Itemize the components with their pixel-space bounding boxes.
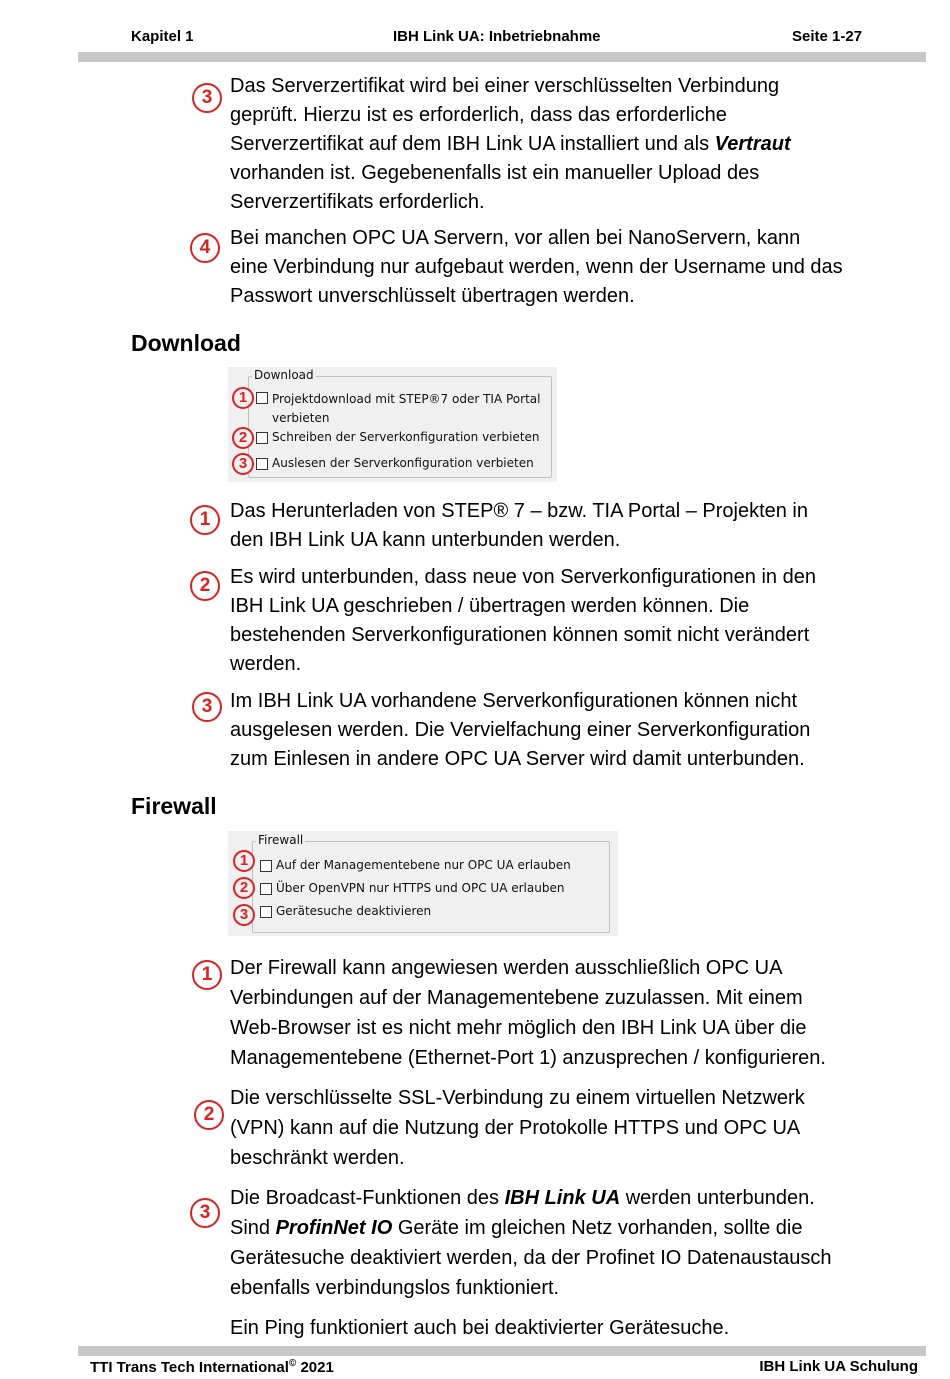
download-option-3[interactable]	[256, 456, 534, 470]
download-option-2[interactable]	[256, 430, 540, 444]
download-settings-screenshot	[228, 367, 557, 482]
download-option-marker-3: 3	[232, 453, 254, 475]
paragraph-firewall-3: Die Broadcast-Funktionen des IBH Link UA werden unterbunden. Sind ProfinNet IO Geräte im gleichen Netz vorhanden, sollte die Gerätesuche deaktiviert werden, da der Profinet IO Datenaustausch ebenfalls verbindungslos funktioniert.	[230, 1187, 832, 1299]
header-title: IBH Link UA: Inbetriebnahme	[393, 28, 601, 45]
firewall-option-2[interactable]	[260, 881, 564, 895]
firewall-settings-screenshot	[228, 831, 618, 936]
download-option-marker-1: 1	[232, 387, 254, 409]
firewall-checkbox-3[interactable]	[260, 906, 272, 918]
download-checkbox-3[interactable]	[256, 458, 268, 470]
firewall-checkbox-2[interactable]	[260, 883, 272, 895]
firewall-option-marker-2: 2	[233, 877, 255, 899]
firewall-option-marker-3: 3	[233, 904, 255, 926]
download-callout-badge-1: 1	[190, 505, 220, 535]
paragraph-firewall-1: Der Firewall kann angewiesen werden ausschließlich OPC UA Verbindungen auf der Managementebene zuzulassen. Mit einem Web-Browser ist es nicht mehr möglich den IBH Link UA über die Managementebene (Ethernet-Port 1) anzusprechen / konfigurieren.	[230, 957, 826, 1069]
callout-badge-3: 3	[192, 83, 222, 113]
firewall-callout-badge-3: 3	[190, 1198, 220, 1228]
firewall-callout-badge-1: 1	[192, 960, 222, 990]
footer-doc-title: IBH Link UA Schulung	[759, 1358, 918, 1375]
download-callout-badge-3: 3	[192, 692, 222, 722]
footer-rule	[78, 1346, 926, 1356]
header-page: Seite 1-27	[792, 28, 863, 45]
paragraph-firewall-2: Die verschlüsselte SSL-Verbindung zu einem virtuellen Netzwerk (VPN) kann auf die Nutzung der Protokolle HTTPS und OPC UA beschränkt werden.	[230, 1087, 805, 1169]
firewall-option-1[interactable]	[260, 858, 571, 872]
download-option-3-label: Auslesen der Serverkonfiguration verbieten	[272, 456, 534, 470]
section-heading-download: Download	[131, 330, 241, 356]
section-heading-firewall: Firewall	[131, 793, 217, 819]
paragraph-download-1: Das Herunterladen von STEP® 7 – bzw. TIA Portal – Projekten in den IBH Link UA kann unterbunden werden.	[230, 500, 808, 551]
download-option-1-label: Projektdownload mit STEP®7 oder TIA Portal verbieten	[272, 392, 541, 425]
footer-publisher: TTI Trans Tech International© 2021	[90, 1358, 334, 1376]
download-option-1[interactable]	[256, 390, 540, 428]
download-checkbox-2[interactable]	[256, 432, 268, 444]
firewall-checkbox-1[interactable]	[260, 860, 272, 872]
callout-badge-4: 4	[190, 233, 220, 263]
paragraph-download-3: Im IBH Link UA vorhandene Serverkonfigurationen können nicht ausgelesen werden. Die Vervielfachung einer Serverkonfiguration zum Einlesen in andere OPC UA Server wird damit unterbunden.	[230, 690, 811, 770]
paragraph-ping-note: Ein Ping funktioniert auch bei deaktivierter Gerätesuche.	[230, 1317, 730, 1339]
download-callout-badge-2: 2	[190, 571, 220, 601]
firewall-option-3-label: Gerätesuche deaktivieren	[276, 904, 432, 918]
download-checkbox-1[interactable]	[256, 392, 268, 404]
firewall-option-marker-1: 1	[233, 850, 255, 872]
header-chapter: Kapitel 1	[131, 28, 194, 45]
paragraph-nanoserver: Bei manchen OPC UA Servern, vor allen bei NanoServern, kann eine Verbindung nur aufgebaut werden, wenn der Username und das Passwort unverschlüsselt übertragen werden.	[230, 227, 843, 307]
firewall-callout-badge-2: 2	[194, 1100, 224, 1130]
firewall-option-2-label: Über OpenVPN nur HTTPS und OPC UA erlauben	[276, 881, 565, 895]
header-rule	[78, 52, 926, 62]
firewall-group-title: Firewall	[258, 833, 304, 847]
firewall-option-3[interactable]	[260, 904, 431, 918]
download-group-title: Download	[254, 368, 314, 382]
firewall-option-1-label: Auf der Managementebene nur OPC UA erlauben	[276, 858, 571, 872]
paragraph-download-2: Es wird unterbunden, dass neue von Serverkonfigurationen in den IBH Link UA geschrieben / übertragen werden können. Die bestehenden Serverkonfigurationen können somit nicht verändert werden.	[230, 566, 816, 675]
paragraph-server-certificate: Das Serverzertifikat wird bei einer verschlüsselten Verbindung geprüft. Hierzu ist es erforderlich, dass das erforderliche Serverzertifikat auf dem IBH Link UA installiert und als Vertraut vorhanden ist. Gegebenenfalls ist ein manueller Upload des Serverzertifikats erforderlich.	[230, 75, 791, 213]
download-option-marker-2: 2	[232, 427, 254, 449]
download-option-2-label: Schreiben der Serverkonfiguration verbieten	[272, 430, 540, 444]
